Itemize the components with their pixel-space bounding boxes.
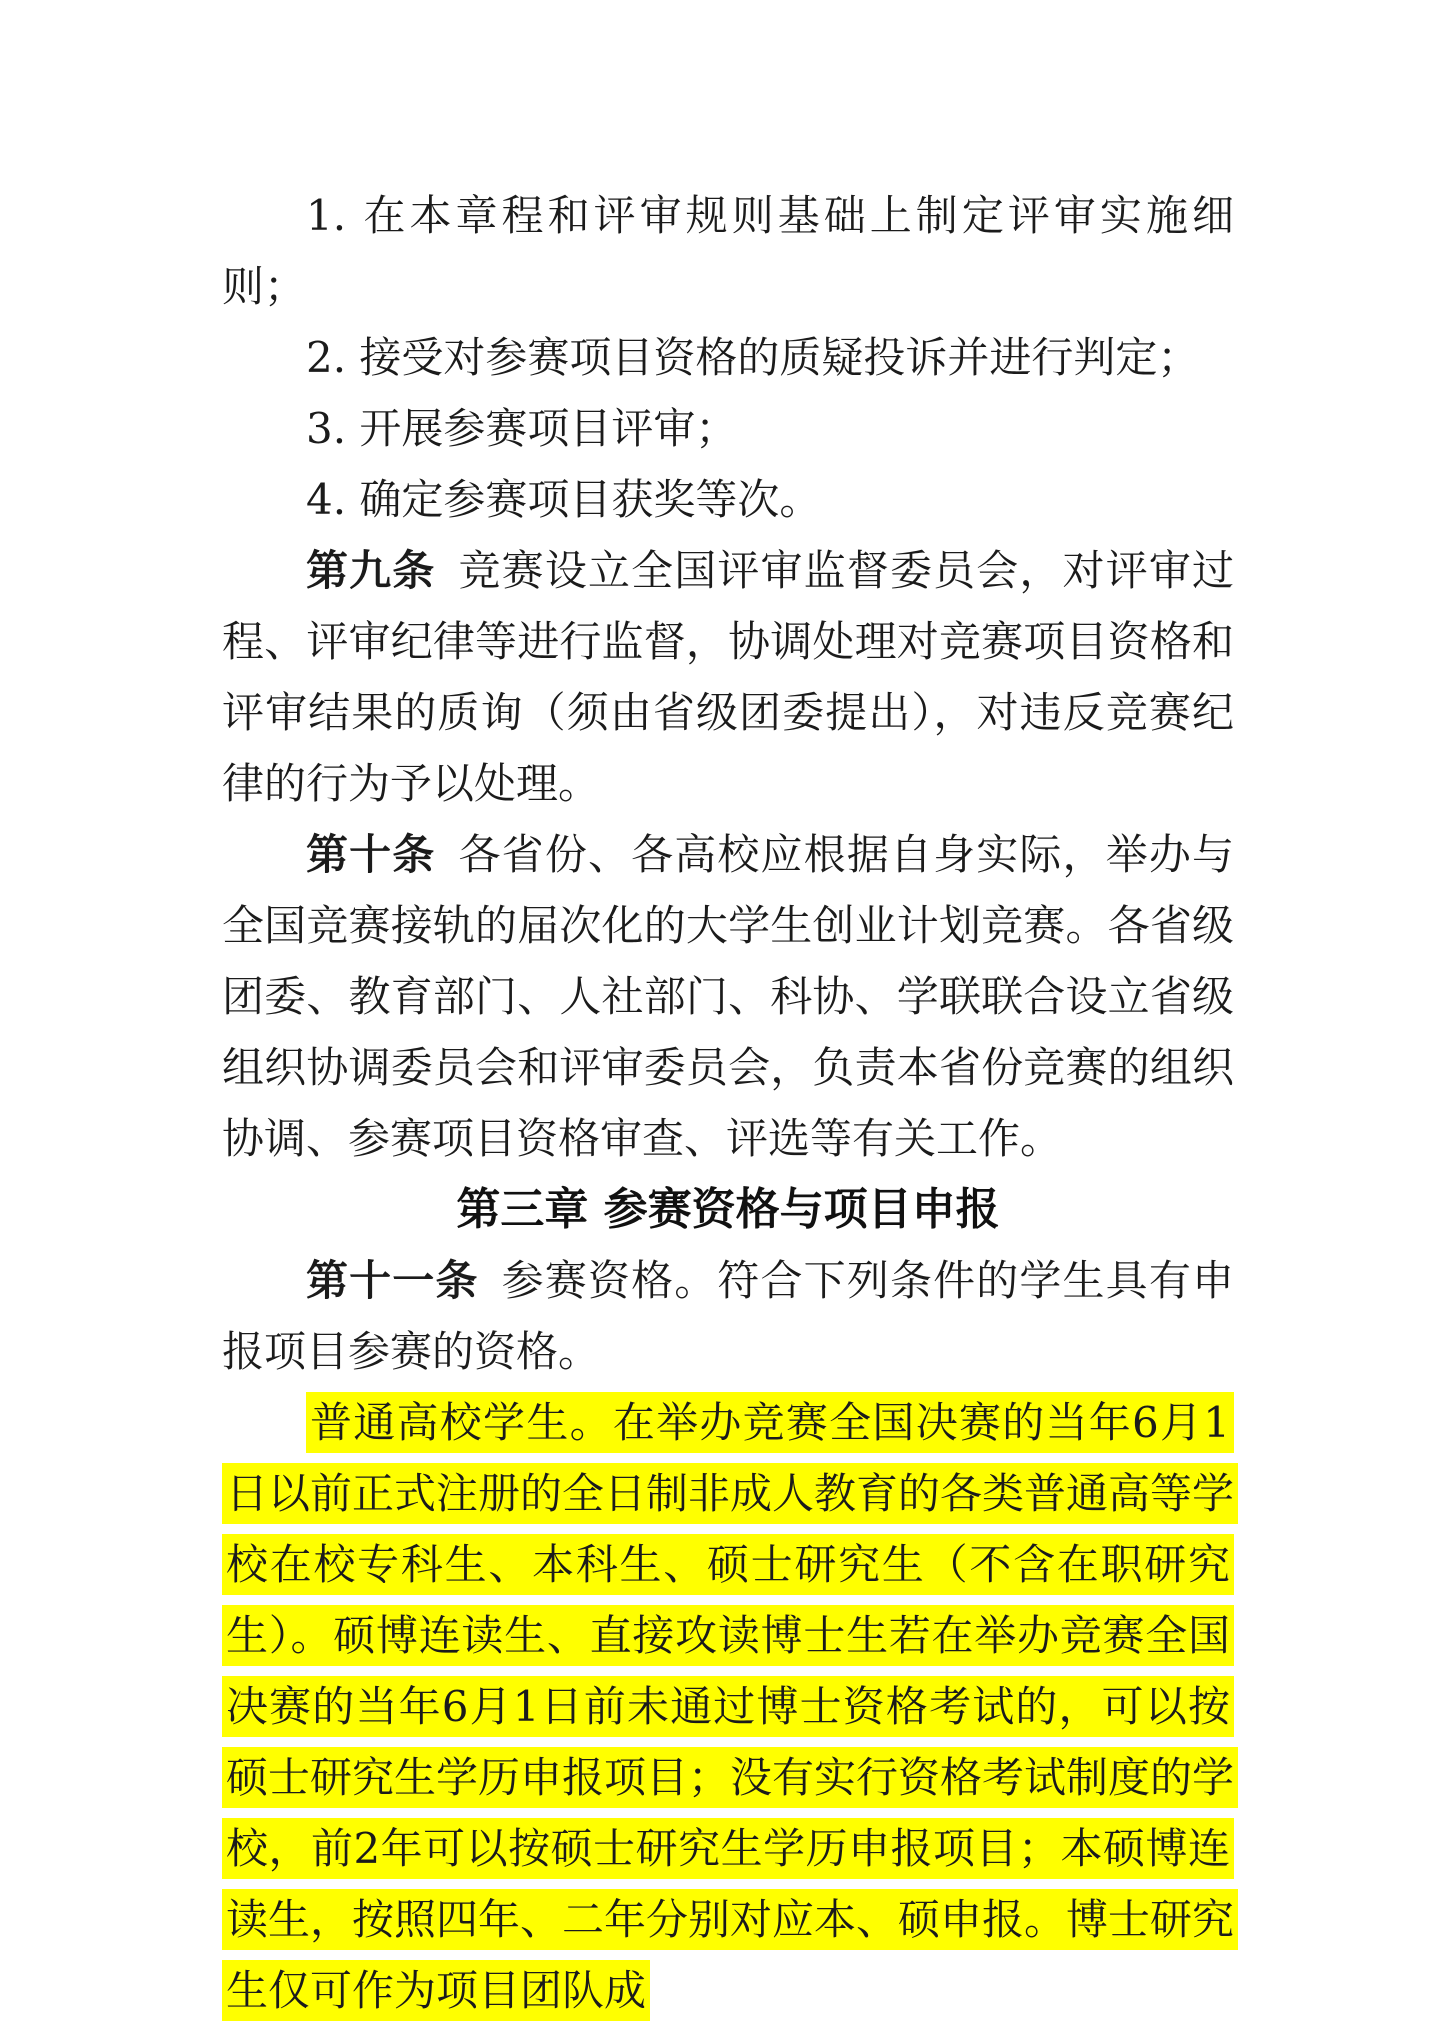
article-9-label: 第九条 [306, 546, 436, 595]
article-9-body: 竞赛设立全国评审监督委员会，对评审过程、评审纪律等进行监督，协调处理对竞赛项目资格和评审结果的质询（须由省级团委提出），对违反竞赛纪律的行为予以处理。 [222, 546, 1234, 808]
highlighted-paragraph [222, 1387, 1234, 2026]
chapter-heading: 第三章 参赛资格与项目申报 [456, 1184, 1000, 1235]
list-item-2: 2. 接受对参赛项目资格的质疑投诉并进行判定； [306, 333, 1200, 382]
list-item-1: 1. 在本章程和评审规则基础上制定评审实施细则； [222, 191, 1234, 311]
article-10-label: 第十条 [306, 830, 436, 879]
article-10-body: 各省份、各高校应根据自身实际，举办与全国竞赛接轨的届次化的大学生创业计划竞赛。各省级团委、教育部门、人社部门、科协、学联联合设立省级组织协调委员会和评审委员会，负责本省份竞赛的组织协调、参赛项目资格审查、评选等有关工作。 [222, 830, 1234, 1163]
article-9-paragraph [222, 535, 1234, 819]
article-11-body: 参赛资格。符合下列条件的学生具有申报项目参赛的资格。 [222, 1256, 1234, 1376]
article-10-paragraph [222, 819, 1234, 1174]
list-item-4: 4. 确定参赛项目获奖等次。 [306, 475, 822, 524]
list-item-3: 3. 开展参赛项目评审； [306, 404, 738, 453]
document-content [222, 180, 1234, 2026]
article-11-paragraph [222, 1245, 1234, 1387]
article-11-label: 第十一条 [306, 1256, 479, 1305]
highlighted-text: 普通高校学生。在举办竞赛全国决赛的当年6月1日以前正式注册的全日制非成人教育的各类普通高等学校在校专科生、本科生、硕士研究生（不含在职研究生）。硕博连读生、直接攻读博士生若在举办竞赛全国决赛的当年6月1日前未通过博士资格考试的，可以按硕士研究生学历申报项目；没有实行资格考试制度的学校，前2年可以按硕士研究生学历申报项目；本硕博连读生，按照四年、二年分别对应本、硕申报。博士研究生仅可作为项目团队成 [222, 1392, 1238, 2021]
